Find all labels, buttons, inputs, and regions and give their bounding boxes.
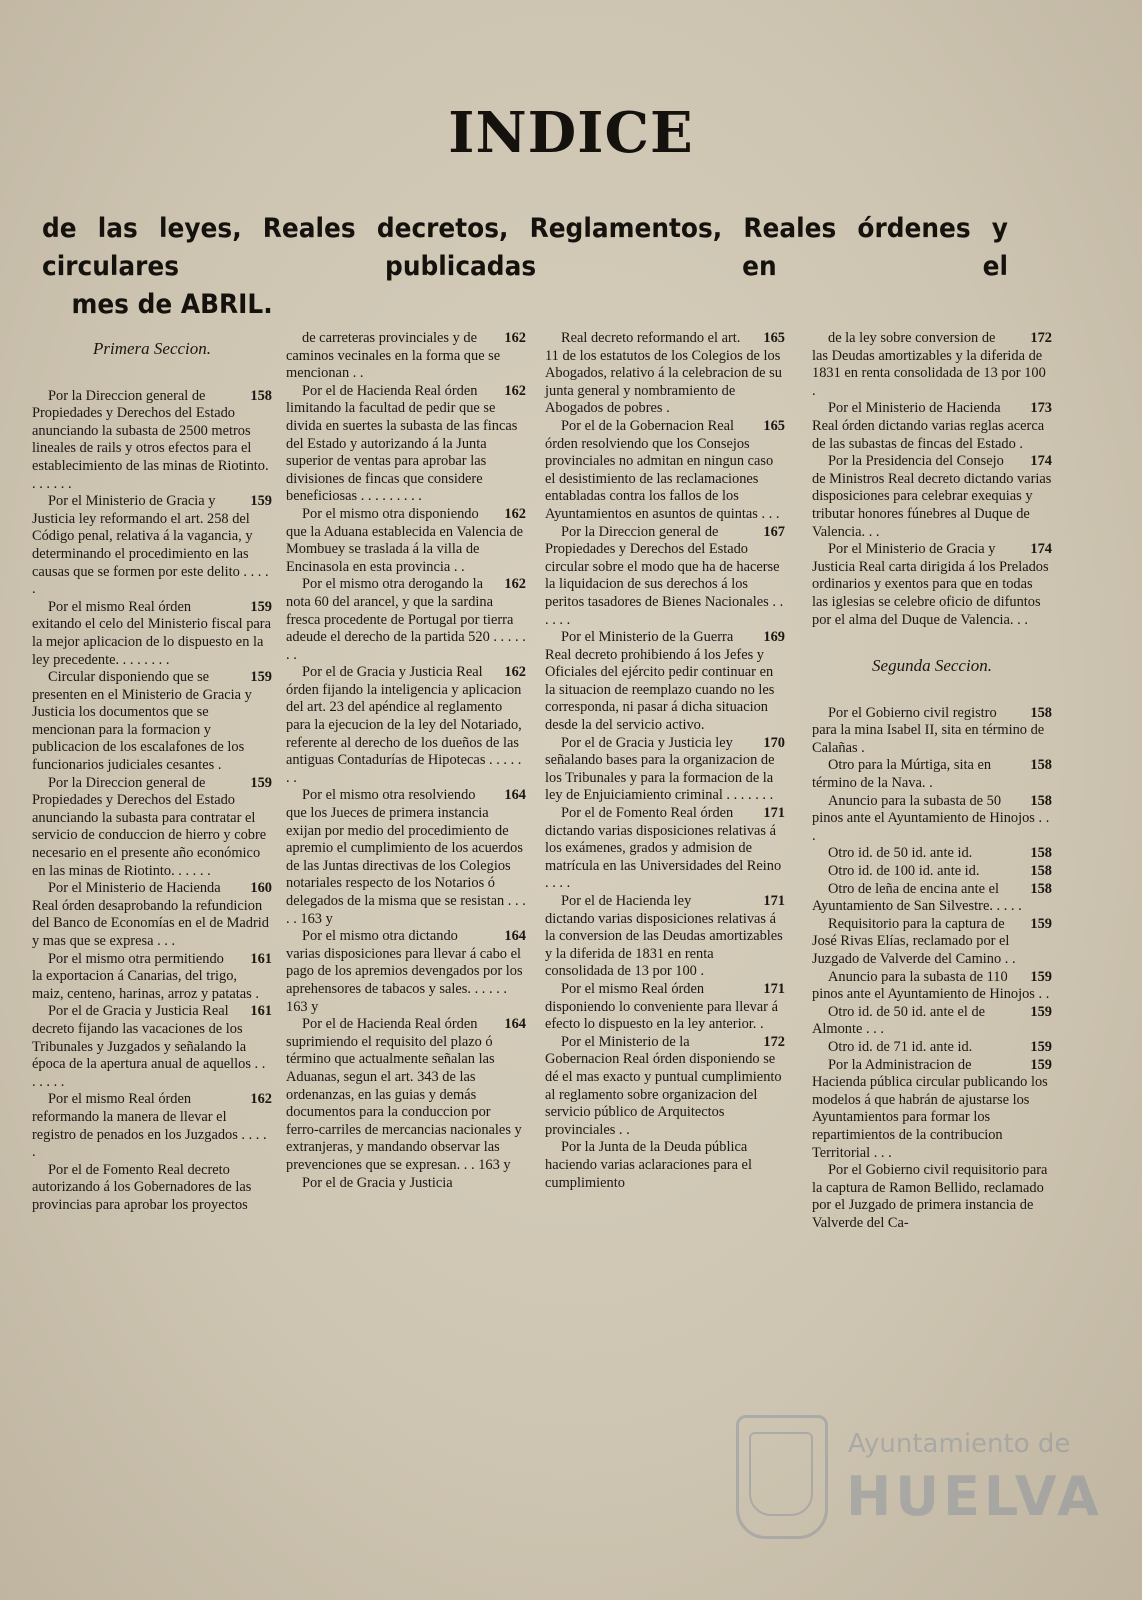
index-entry — [812, 541, 1052, 629]
index-entry — [32, 880, 272, 950]
index-entry — [812, 705, 1052, 758]
entry-text: Por el Gobierno civil registro para la mina Isabel II, sita en término de Calañas . — [812, 704, 1045, 756]
page-number: 162 — [504, 505, 526, 522]
index-entry — [545, 735, 785, 805]
index-entry — [32, 599, 272, 669]
entry-text: Por la Direccion general de Propiedades y Derechos del Estado anunciando la subasta para contratar el servicio de conduccion de hierro y cobre necesario en el presente año económico en las minas de Riotinto. . . . . . — [32, 774, 267, 879]
entry-text: Por el mismo otra derogando la nota 60 del arancel, y que la sardina fresca procedente de Portugal por tierra adeude el derecho de la partida 520 . . . . . . . — [286, 576, 526, 663]
page-number: 164 — [504, 1016, 526, 1033]
index-entry — [32, 775, 272, 881]
index-entry — [545, 1139, 785, 1192]
page-number: 171 — [763, 893, 785, 909]
page-number: 162 — [504, 382, 526, 399]
page-number: 159 — [1030, 1003, 1052, 1020]
page-number: 173 — [1030, 400, 1052, 417]
entry-text: Por el de Hacienda Real órden limitando la facultad de pedir que se divida en suertes la subasta de las fincas del Estado y autorizando á la Junta superior de ventas para aprobar las divisiones de fincas que considere beneficiosas . . . . . . . . . — [286, 382, 518, 505]
index-entry — [32, 1003, 272, 1091]
entry-text: Otro id. de 100 id. ante id. — [828, 863, 980, 880]
entry-text: Por el de Hacienda ley dictando varias disposiciones relativas á la conversion de las Deudas amortizables y la diferida de 1831 en renta consolidada de 13 por 100 . — [545, 893, 783, 980]
index-entry — [32, 388, 272, 494]
index-entry — [32, 1091, 272, 1161]
index-column-4 — [812, 330, 1052, 1233]
page-number: 169 — [763, 629, 785, 646]
page-number: 170 — [763, 734, 785, 751]
entry-text: Por el de Gracia y Justicia — [302, 1174, 453, 1191]
page-number: 171 — [763, 980, 785, 997]
subtitle-line-2: mes de ABRIL. — [71, 289, 273, 320]
entry-text: de la ley sobre conversion de las Deudas amortizables y la diferida de 1831 en renta consolidada de 13 por 100 . — [812, 330, 1046, 399]
entry-text: Por el Ministerio de Hacienda Real órden desaprobando la refundicion del Banco de Economías en el de Madrid y mas que se expresa . . . — [32, 880, 269, 949]
entry-text: Por el de Fomento Real decreto autorizando á los Gobernadores de las provincias para aprobar los proyectos — [32, 1161, 252, 1213]
entry-text: Otro id. de 50 id. ante id. — [828, 845, 973, 862]
page-number: 158 — [250, 387, 272, 404]
entry-text: Por el de Gracia y Justicia Real órden fijando la inteligencia y aplicacion del art. 23 del apéndice al reglamento para la ejecucion de la ley del Notariado, referente al derecho de los dueños de las antiguas Contadurías de Hipotecas . . . . . . . — [286, 664, 522, 786]
page-number: 161 — [250, 1003, 272, 1020]
section-heading-primera: Primera Seccion. — [92, 339, 212, 358]
page-number: 174 — [1030, 541, 1052, 558]
index-entry — [545, 893, 785, 981]
index-entry — [286, 383, 526, 506]
entry-text: Por el Ministerio de Gracia y Justicia Real carta dirigida á los Prelados ordinarios y exentos para que en todas las iglesias se celebre oficio de difuntos por el alma del Duque de Valencia. . . — [812, 541, 1049, 628]
entry-text: Por la Direccion general de Propiedades y Derechos del Estado circular sobre el modo que ha de hacerse la liquidacion de sus derechos á los peritos tasadores de Bienes Nacionales . . . . . . — [545, 523, 784, 628]
index-entry — [812, 400, 1052, 453]
index-entry — [286, 1016, 526, 1174]
page-number: 158 — [1030, 704, 1052, 721]
entry-text: Por el mismo Real órden exitando el celo del Ministerio fiscal para la mejor aplicacion de lo dispuesto en la ley precedente. . . . . . . . — [32, 598, 271, 668]
page-number: 172 — [763, 1033, 785, 1050]
index-entry — [545, 805, 785, 893]
entry-text: Anuncio para la subasta de 50 pinos ante el Ayuntamiento de Hinojos . . . — [812, 792, 1050, 844]
watermark-line-2: HUELVA — [846, 1465, 1103, 1528]
index-entry — [286, 576, 526, 664]
entry-text: Por el Ministerio de la Guerra Real decreto prohibiendo á los Jefes y Oficiales del ejército pedir continuar en la situacion de reemplazo cuando no les corresponda, ni pasar á dicha situacion desde la del servicio activo. — [545, 629, 775, 734]
entry-text: Por el de Hacienda Real órden suprimiendo el requisito del plazo ó término que actualmente señalan las Aduanas, segun el art. 343 de las ordenanzas, en las guias y demás documentos para la conduccion por ferro-carriles de mercancias nacionales y extranjeras, y mandando observar las prevenciones que se expresan. . . 163 y — [286, 1016, 522, 1173]
entry-text: Requisitorio para la captura de José Rivas Elías, reclamado por el Juzgado de Valverde del Camino . . — [812, 915, 1016, 967]
page-number: 165 — [763, 417, 785, 434]
entry-text: Por el mismo Real órden disponiendo lo conveniente para llevar á efecto lo dispuesto en la ley anterior. . — [545, 980, 778, 1033]
index-entry — [286, 1175, 526, 1193]
index-entry — [286, 506, 526, 576]
page-number: 164 — [504, 787, 526, 804]
index-entry — [32, 493, 272, 599]
subtitle-line-1: de las leyes, Reales decretos, Reglamentos, Reales órdenes y circulares publicadas en el — [42, 213, 1008, 282]
entry-text: Otro id. de 50 id. ante el de Almonte . . . — [812, 1003, 986, 1038]
index-column-1 — [32, 330, 272, 1215]
index-entry — [812, 1039, 1052, 1057]
index-entry — [286, 330, 526, 383]
entry-text: Por el Ministerio de la Gobernacion Real órden disponiendo se dé el mas exacto y puntual cumplimiento al reglamento sobre organizacion del servicio público de Arquitectos provinciales . . — [545, 1033, 782, 1138]
entry-text: Por el mismo otra dictando varias disposiciones para llevar á cabo el pago de los apremios devengados por los aprehensores de tabacos y sales. . . . . . 163 y — [286, 928, 523, 1015]
page-number: 171 — [763, 805, 785, 822]
page-number: 167 — [763, 523, 785, 540]
entry-text: Por la Presidencia del Consejo de Ministros Real decreto dictando varias disposiciones para celebrar exequias y tributar honores fúnebres al Duque de Valencia. . . — [812, 453, 1052, 540]
index-entry — [812, 1162, 1052, 1232]
entry-text: Por el de Gracia y Justicia Real decreto fijando las vacaciones de los Tribunales y Juzgados y señalando la época de la apertura anual de aquellos . . . . . . . — [32, 1003, 266, 1090]
entry-text: Por el mismo Real órden reformando la manera de llevar el registro de penados en los Juzgados . . . . . — [32, 1091, 267, 1161]
page-number: 159 — [1030, 968, 1052, 985]
page-number: 159 — [250, 598, 272, 615]
index-entry — [812, 863, 1052, 881]
index-entry — [286, 928, 526, 1016]
entry-text: Por el Gobierno civil requisitorio para la captura de Ramon Bellido, reclamado por el Juzgado de primera instancia de Valverde del Ca- — [812, 1162, 1048, 1231]
section-heading-segunda: Segunda Seccion. — [872, 656, 992, 676]
entry-text: Otro para la Múrtiga, sita en término de la Nava. . — [812, 757, 992, 792]
entry-text: Circular disponiendo que se presenten en el Ministerio de Gracia y Justicia los documentos que se mencionan para la formacion y publicacion de los escalafones de los funcionarios judiciales cesantes . — [32, 669, 252, 774]
page-number: 165 — [763, 330, 785, 346]
index-entry — [812, 330, 1052, 400]
page-title: INDICE — [448, 100, 694, 166]
index-entry — [545, 629, 785, 735]
index-entry — [812, 969, 1052, 1004]
index-entry — [812, 757, 1052, 792]
index-entry — [545, 981, 785, 1034]
index-entry — [545, 418, 785, 524]
page-number: 162 — [250, 1091, 272, 1108]
index-entry — [812, 793, 1052, 846]
index-entry — [32, 951, 272, 1004]
index-entry — [286, 787, 526, 928]
index-entry — [812, 916, 1052, 969]
entry-text: Por el de la Gobernacion Real órden resolviendo que los Consejos provinciales no admitan en ningun caso el desistimiento de las reclamaciones entabladas contra los fallos de los Ayuntamientos en asuntos de quintas . . . — [545, 417, 780, 522]
entry-text: Por el de Fomento Real órden dictando varias disposiciones relativas á los exámenes, grados y admision de matrícula en las Universidades del Reino . . . . — [545, 805, 782, 892]
entry-text: Real decreto reformando el art. 11 de los estatutos de los Colegios de los Abogados, relativo á la celebracion de su junta general y nombramiento de Abogados de pobres . — [545, 330, 782, 417]
page-number: 162 — [504, 664, 526, 681]
index-entry — [812, 845, 1052, 863]
watermark-line-1: Ayuntamiento de — [848, 1429, 1071, 1459]
index-entry — [812, 1057, 1052, 1163]
index-column-3 — [545, 330, 785, 1192]
page-number: 161 — [250, 950, 272, 967]
page-number: 174 — [1030, 453, 1052, 470]
page-number: 159 — [1030, 915, 1052, 932]
page-number: 159 — [1030, 1038, 1052, 1055]
page-number: 164 — [504, 928, 526, 945]
page-number: 158 — [1030, 863, 1052, 880]
page-number: 159 — [250, 493, 272, 510]
index-entry — [286, 664, 526, 787]
page-number: 159 — [250, 669, 272, 686]
index-entry — [545, 330, 785, 418]
entry-text: Por el Ministerio de Gracia y Justicia ley reformando el art. 258 del Código penal, relativa á la vagancia, y determinando el procedimiento en las causas que se formen por este delito . . . . . — [32, 493, 269, 598]
entry-text: Por el mismo otra disponiendo que la Aduana establecida en Valencia de Mombuey se traslada á la villa de Encinasola en esta provincia . . — [286, 505, 524, 575]
coat-of-arms-icon — [736, 1415, 828, 1539]
page-number: 159 — [250, 774, 272, 791]
entry-text: Por la Direccion general de Propiedades y Derechos del Estado anunciando la subasta de 2500 metros lineales de rails y otros efectos para el establecimiento de las minas de Riotinto. . . . . . . — [32, 387, 269, 492]
page-subtitle — [42, 210, 1008, 324]
entry-text: Por el de Gracia y Justicia ley señalando bases para la organizacion de los Tribunales y para la formacion de la ley de Enjuiciamiento criminal . . . . . . . — [545, 734, 775, 804]
page-number: 160 — [250, 880, 272, 897]
index-entry — [812, 881, 1052, 916]
entry-text: Por el Ministerio de Hacienda Real órden dictando varias reglas acerca de las subastas de fincas del Estado . — [812, 400, 1045, 452]
entry-text: Otro id. de 71 id. ante id. — [828, 1038, 973, 1055]
entry-text: Por la Junta de la Deuda pública haciendo varias aclaraciones para el cumplimiento — [545, 1139, 752, 1191]
page-number: 159 — [1030, 1056, 1052, 1073]
page-number: 162 — [504, 576, 526, 593]
page-number: 172 — [1030, 330, 1052, 346]
index-column-2 — [286, 330, 526, 1192]
entry-text: Por el mismo otra permitiendo la exportacion á Canarias, del trigo, maiz, centeno, harinas, arroz y patatas . — [32, 950, 259, 1002]
page-number: 162 — [504, 330, 526, 346]
index-entry — [545, 1034, 785, 1140]
index-entry — [32, 1162, 272, 1215]
entry-text: Por el mismo otra resolviendo que los Jueces de primera instancia exijan por medio del procedimiento de apremio el cumplimiento de los acuerdos de las Juntas directivas de los Colegios notariales respecto de los Notarios ó delegados de la misma que se resistan . . . . . 163 y — [286, 787, 526, 927]
page-number: 158 — [1030, 845, 1052, 862]
index-entry — [32, 669, 272, 775]
index-entry — [545, 524, 785, 630]
entry-text: de carreteras provinciales y de caminos vecinales en la forma que se mencionan . . — [286, 330, 501, 382]
index-entry — [812, 453, 1052, 541]
entry-text: Anuncio para la subasta de 110 pinos ante el Ayuntamiento de Hinojos . . — [812, 968, 1050, 1003]
page-number: 158 — [1030, 792, 1052, 809]
entry-text: Por la Administracion de Hacienda pública circular publicando los modelos á que habrán de ajustarse los Ayuntamientos para formar los repartimientos de la contribucion Territorial . . . — [812, 1056, 1048, 1161]
page-number: 158 — [1030, 880, 1052, 897]
archive-watermark — [712, 1405, 1112, 1555]
page-number: 158 — [1030, 757, 1052, 774]
index-entry — [812, 1004, 1052, 1039]
entry-text: Otro de leña de encina ante el Ayuntamiento de San Silvestre. . . . . — [812, 880, 1022, 915]
